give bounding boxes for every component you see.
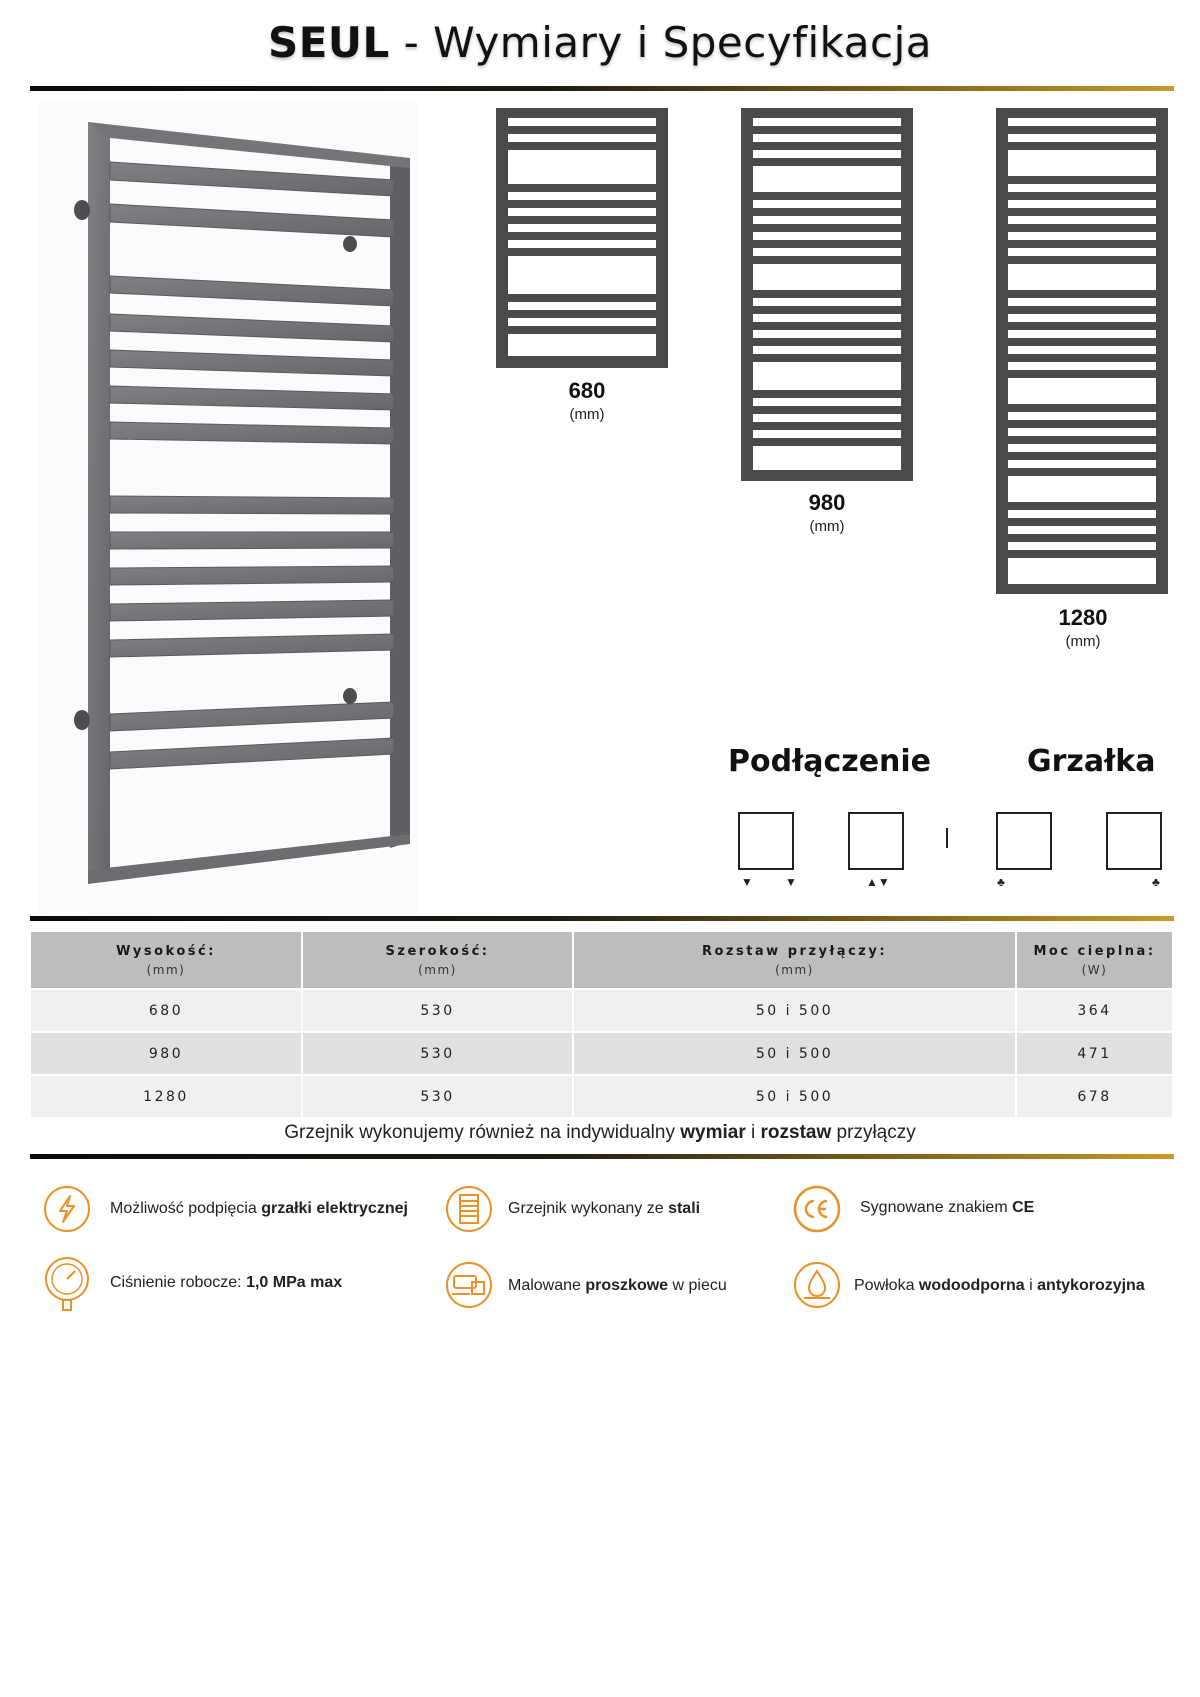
cell-power: 471 bbox=[1016, 1032, 1172, 1075]
arrow-down-icon: ▼ bbox=[741, 875, 753, 889]
feature-text: w piecu bbox=[668, 1277, 727, 1294]
feature-text: Ciśnienie robocze: bbox=[110, 1274, 247, 1291]
cell-spacing: 50 i 500 bbox=[573, 989, 1016, 1032]
mid-divider bbox=[30, 916, 1174, 921]
feature-bold-text: antykorozyjna bbox=[1037, 1277, 1145, 1294]
col-header-height bbox=[31, 932, 302, 989]
note-bold-text: rozstaw bbox=[760, 1122, 832, 1143]
model-680-label bbox=[532, 378, 642, 423]
note-text: Grzejnik wykonujemy również na indywidualny bbox=[284, 1122, 681, 1143]
model-height-value: 680 bbox=[568, 378, 606, 403]
feature-bold-text: 1,0 MPa max bbox=[246, 1274, 343, 1291]
cell-width: 530 bbox=[302, 1075, 573, 1117]
heater-plug-icon: ♣ bbox=[997, 875, 1005, 889]
heater-heading: Grzałka bbox=[1027, 744, 1156, 779]
connection-option-middle bbox=[848, 812, 904, 870]
feature-ce bbox=[860, 1199, 1034, 1217]
water-drop-icon bbox=[792, 1260, 842, 1310]
feature-powder-coating bbox=[508, 1277, 727, 1295]
arrow-down-icon: ▼ bbox=[785, 875, 797, 889]
heater-plug-icon: ♣ bbox=[1152, 875, 1160, 889]
feature-text: i bbox=[1024, 1277, 1038, 1294]
feature-text: Sygnowane znakiem bbox=[860, 1199, 1013, 1216]
cell-power: 678 bbox=[1016, 1075, 1172, 1117]
cell-width: 530 bbox=[302, 989, 573, 1032]
col-header-label: Rozstaw przyłączy: bbox=[701, 943, 888, 959]
col-header-width bbox=[302, 932, 573, 989]
model-height-unit: (mm) bbox=[1065, 633, 1101, 650]
model-height-unit: (mm) bbox=[569, 406, 605, 423]
arrow-up-down-icon: ▲▼ bbox=[866, 875, 890, 889]
page-title bbox=[0, 18, 1200, 67]
heater-option-right bbox=[1106, 812, 1162, 870]
table-header-row bbox=[31, 932, 1172, 989]
cell-power: 364 bbox=[1016, 989, 1172, 1032]
col-header-unit: (mm) bbox=[775, 962, 814, 977]
feature-bold-text: stali bbox=[668, 1200, 701, 1217]
col-header-label: Szerokość: bbox=[385, 943, 490, 959]
spec-table bbox=[31, 932, 1172, 1117]
ce-mark-icon bbox=[792, 1184, 842, 1234]
note-text: i bbox=[745, 1122, 761, 1143]
cell-height: 680 bbox=[31, 989, 302, 1032]
note-text: przyłączy bbox=[831, 1122, 916, 1143]
feature-text: Grzejnik wykonany ze bbox=[508, 1200, 669, 1217]
radiator-product-photo bbox=[38, 100, 418, 915]
model-980-label bbox=[772, 490, 882, 535]
col-header-label: Wysokość: bbox=[116, 943, 216, 959]
custom-size-note bbox=[0, 1122, 1200, 1144]
cell-width: 530 bbox=[302, 1032, 573, 1075]
diagram-1280 bbox=[996, 108, 1168, 594]
lightning-icon bbox=[42, 1184, 92, 1234]
title-product-name: SEUL bbox=[267, 18, 390, 67]
note-bold-text: wymiar bbox=[680, 1122, 746, 1143]
col-header-unit: (mm) bbox=[146, 962, 186, 977]
heater-option-left bbox=[996, 812, 1052, 870]
diagram-980 bbox=[741, 108, 913, 481]
feature-steel bbox=[508, 1200, 700, 1218]
feature-bold-text: wodoodporna bbox=[918, 1277, 1025, 1294]
col-header-spacing bbox=[573, 932, 1016, 989]
cell-height: 980 bbox=[31, 1032, 302, 1075]
feature-waterproof bbox=[854, 1277, 1145, 1295]
paint-roller-icon bbox=[444, 1260, 494, 1310]
feature-bold-text: grzałki elektrycznej bbox=[261, 1200, 408, 1217]
cell-spacing: 50 i 500 bbox=[573, 1032, 1016, 1075]
connection-heading: Podłączenie bbox=[728, 744, 932, 779]
diagram-680 bbox=[496, 108, 668, 368]
table-row bbox=[31, 1032, 1172, 1075]
cell-height: 1280 bbox=[31, 1075, 302, 1117]
col-header-unit: (W) bbox=[1081, 962, 1108, 977]
col-header-label: Moc cieplna: bbox=[1033, 943, 1156, 959]
model-height-unit: (mm) bbox=[809, 518, 845, 535]
top-divider bbox=[30, 86, 1174, 91]
model-height-value: 1280 bbox=[1058, 605, 1108, 630]
radiator-photo-svg bbox=[38, 100, 418, 915]
feature-text: Malowane bbox=[508, 1277, 586, 1294]
feature-bold-text: proszkowe bbox=[585, 1277, 669, 1294]
feature-text: Możliwość podpięcia bbox=[110, 1200, 262, 1217]
feature-electric-heater bbox=[110, 1200, 408, 1218]
title-subtitle: - Wymiary i Specyfikacja bbox=[389, 18, 932, 67]
connection-option-bottom bbox=[738, 812, 794, 870]
cell-spacing: 50 i 500 bbox=[573, 1075, 1016, 1117]
model-1280-label bbox=[1028, 605, 1138, 650]
col-header-unit: (mm) bbox=[418, 962, 457, 977]
feature-bold-text: CE bbox=[1012, 1199, 1035, 1216]
bottom-divider bbox=[30, 1154, 1174, 1159]
pressure-gauge-icon bbox=[42, 1256, 92, 1314]
feature-pressure bbox=[110, 1274, 342, 1292]
table-row bbox=[31, 989, 1172, 1032]
table-row bbox=[31, 1075, 1172, 1117]
col-header-power bbox=[1016, 932, 1172, 989]
radiator-icon bbox=[444, 1184, 494, 1234]
feature-text: Powłoka bbox=[854, 1277, 919, 1294]
section-separator bbox=[946, 828, 948, 848]
model-height-value: 980 bbox=[808, 490, 846, 515]
